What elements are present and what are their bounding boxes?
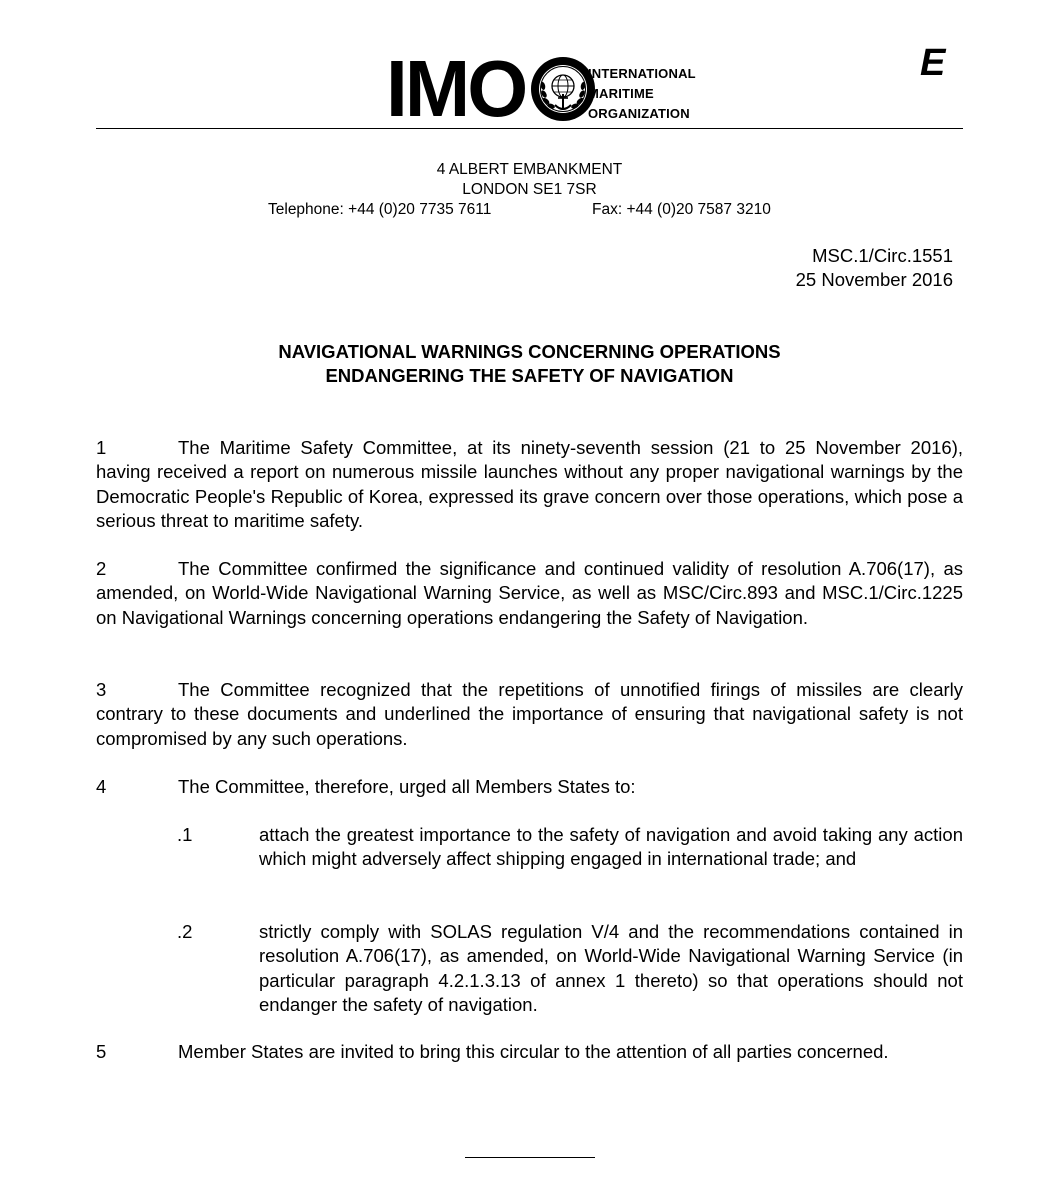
address-block [96, 160, 963, 200]
paragraph-text: The Maritime Safety Committee, at its ninety-seventh session (21 to 25 November 2016), having received a report on numerous missile launches without any proper navigational warnings by the Democratic People's Republic of Korea, expressed its grave concern over those operations, which pose a serious threat to maritime safety. [96, 437, 963, 531]
organization-name [588, 64, 696, 124]
paragraph [96, 436, 963, 533]
paragraph [96, 775, 963, 799]
address-line: 4 ALBERT EMBANKMENT [436, 161, 623, 178]
subparagraph-text: attach the greatest importance to the safety of navigation and avoid taking any action which might adversely affect shipping engaged in international trade; and [259, 824, 963, 870]
header-divider [96, 128, 963, 129]
paragraph-text: The Committee confirmed the significance and continued validity of resolution A.706(17), as amended, on World-Wide Navigational Warning Service, as well as MSC/Circ.893 and MSC.1/Circ.1225 on Navigational Warnings concerning operations endangering the Safety of Navigation. [96, 558, 963, 628]
org-name-line: ORGANIZATION [588, 106, 690, 121]
imo-seal-icon [530, 56, 596, 122]
language-code: E [920, 42, 946, 84]
title-line: ENDANGERING THE SAFETY OF NAVIGATION [325, 365, 734, 386]
paragraph-text: The Committee, therefore, urged all Members States to: [178, 776, 636, 797]
logo-letters: IMO [386, 44, 526, 133]
end-divider [465, 1157, 595, 1158]
document-symbol: MSC.1/Circ.1551 [812, 245, 953, 266]
paragraph-text: The Committee recognized that the repetitions of unnotified firings of missiles are clearly contrary to these documents and underlined the importance of ensuring that navigational safety is not compromised by any such operations. [96, 679, 963, 749]
telephone-number: Telephone: +44 (0)20 7735 7611 [268, 201, 492, 218]
subparagraph [177, 823, 963, 872]
paragraph [96, 557, 963, 630]
address-line: LONDON SE1 7SR [462, 181, 597, 198]
paragraph-number: 4 [96, 776, 107, 797]
org-name-line: MARITIME [588, 86, 654, 101]
title-line: NAVIGATIONAL WARNINGS CONCERNING OPERATIONS [278, 341, 781, 362]
subparagraph-text: strictly comply with SOLAS regulation V/4 and the recommendations contained in resolution A.706(17), as amended, on World-Wide Navigational Warning Service (in particular paragraph 4.2.1.3.13 of annex 1 thereto) so that operations should not endanger the safety of navigation. [259, 921, 963, 1015]
paragraph [96, 678, 963, 751]
org-name-line: INTERNATIONAL [588, 66, 696, 81]
paragraph-number: 2 [96, 558, 107, 579]
imo-logo [386, 44, 596, 133]
document-reference [796, 244, 953, 292]
document-date: 25 November 2016 [795, 269, 953, 290]
document-title [96, 340, 963, 388]
subparagraph-number: .2 [177, 921, 193, 942]
paragraph-number: 5 [96, 1041, 107, 1062]
subparagraph [177, 920, 963, 1017]
paragraph-text: Member States are invited to bring this circular to the attention of all parties concerned. [178, 1041, 889, 1062]
fax-number: Fax: +44 (0)20 7587 3210 [592, 201, 771, 218]
subparagraph-number: .1 [177, 824, 193, 845]
paragraph [96, 1040, 963, 1064]
paragraph-number: 1 [96, 437, 107, 458]
paragraph-number: 3 [96, 679, 107, 700]
